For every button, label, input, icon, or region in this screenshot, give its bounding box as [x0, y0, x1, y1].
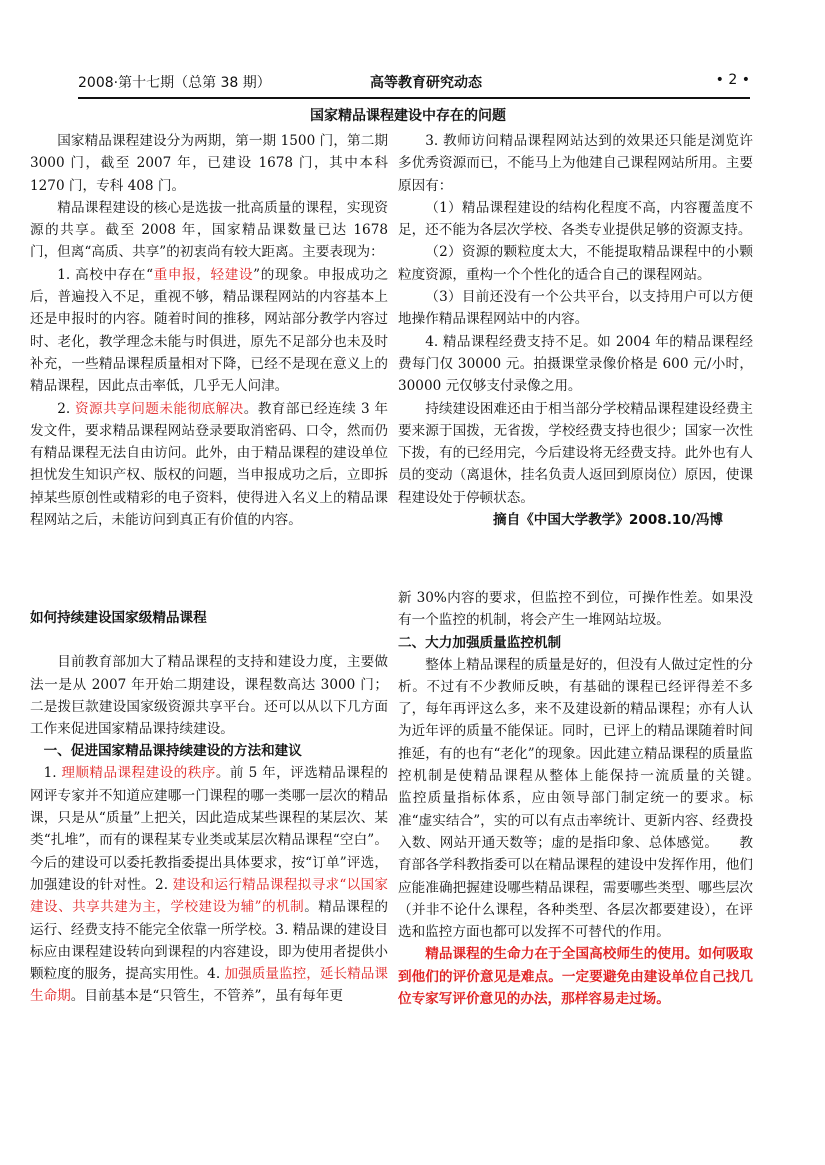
article2-title: 如何持续建设国家级精品课程: [30, 610, 207, 626]
article1-right-column: [398, 130, 753, 531]
highlight-text: 加强质量监控，延长精品课生命期: [30, 966, 389, 1005]
paragraph: 2. 资源共享问题未能彻底解决。教育部已经连续 3 年发文件，要求精品课程网站登录要取消密码、口令，然而仍有精品课程无法自由访问。此外，由于精品课程的建设单位担忧发生知识产权、版权的问题，当申报成功之后，立即拆掉某些原创性或精彩的电子资料，使得进入名义上的精品课程网站之后，未能访问到真正有价值的内容。: [30, 400, 388, 529]
article2-left-column: [30, 607, 388, 1008]
page-header: [78, 66, 750, 96]
paragraph: 1. 理顺精品课程建设的秩序。前 5 年，评选精品课程的网评专家并不知道应建哪一门课程的哪一类哪一层次的精品课，只是从“质量”上把关，因此造成某些课程的某层次、某类“扎堆”，而有的课程某专业类或某层次精品课程“空白”。今后的建设可以委托教指委提出具体要求，按“订单”评选，加强建设的针对性。2. 建设和运行精品课程拟寻求“以国家建设、共享共建为主，学校建设为辅”的机制。精品课程的运行、经费支持不能完全依靠一所学校。3. 精品课的建设目标应由课程建设转向到课程的内容建设，即为使用者提供小颗粒度的服务，提高实用性。4. 加强质量监控，延长精品课生命期。目前基本是“只管生，不管养”，虽有每年更: [30, 765, 389, 1005]
section-heading: 二、大力加强质量监控机制: [398, 634, 562, 651]
paragraph: 新 30%内容的要求，但监控不到位，可操作性差。如果没有一个监控的机制，将会产生一堆网站垃圾。: [398, 590, 753, 629]
journal-title: 高等教育研究动态: [370, 75, 482, 91]
paragraph: 3. 教师访问精品课程网站达到的效果还只能是浏览许多优秀资源而已，不能马上为他建自己课程网站所用。主要原因有：: [398, 133, 753, 194]
paragraph: （1）精品课程建设的结构化程度不高，内容覆盖度不足，还不能为各层次学校、各类专业提供足够的资源支持。: [398, 199, 753, 239]
highlight-text: 建设和运行精品课程拟寻求“以国家建设、共享共建为主，学校建设为辅”的机制: [30, 876, 388, 916]
header-rule: [78, 97, 750, 99]
paragraph: 国家精品课程建设分为两期，第一期 1500 门，第二期 3000 门，截至 2007 年，已建设 1678 门，其中本科 1270 门，专科 408 门。: [30, 133, 388, 194]
paragraph: 目前教育部加大了精品课程的支持和建设力度，主要做法一是从 2007 年开始二期建设，课程数高达 3000 门；二是拨巨款建设国家级资源共享平台。还可以从以下几方面工作来促进国家精品课持续建设。: [30, 654, 388, 738]
section-heading: 一、促进国家精品课持续建设的方法和建议: [43, 743, 302, 760]
paragraph: 整体上精品课程的质量是好的，但没有人做过定性的分析。不过有不少教师反映，有基础的课程已经评得差不多了，每年再评这么多，来不及建设新的精品课程；亦有人认为近年评的质量不能保证。同时，已评上的精品课随着时间推延，有的也有“老化”的现象。因此建立精品课程的质量监控机制是使精品课程从整体上能保持一流质量的关键。 监控质量指标体系，应由领导部门制定统一的要求。标准“虚实结合”，实的可以有点击率统计、更新内容、经费投入数、网站开通天数等；虚的是指印象、总体感觉。 教育部各学科教指委可以在精品课程的建设中发挥作用，他们应能准确把握建设哪些精品课程，需要哪些类型、哪些层次（并非不论什么课程，各种类型、各层次都要建设），在评选和监控方面也都可以发挥不可替代的作用。: [398, 656, 781, 941]
paragraph: （2）资源的颗粒度太大，不能提取精品课程中的小颗粒度资源，重构一个个性化的适合自己的课程网站。: [398, 244, 753, 283]
article2-right-column: [398, 587, 781, 1010]
paragraph: 4. 精品课程经费支持不足。如 2004 年的精品课程经费每门仅 30000 元。拍摄课堂录像价格是 600 元/小时，30000 元仅够支付录像之用。: [398, 333, 753, 395]
paragraph: 精品课程建设的核心是选拔一批高质量的课程，实现资源的共享。截至 2008 年，国家精品课数量已达 1678 门，但离“高质、共享”的初衷尚有较大距离。主要表现为：: [30, 199, 388, 261]
page-number: • 2 •: [715, 72, 750, 88]
source-citation: 摘自《中国大学教学》2008.10/冯博: [493, 512, 724, 529]
article1-title: 国家精品课程建设中存在的问题: [310, 108, 506, 124]
paragraph: 持续建设困难还由于相当部分学校精品课程建设经费主要来源于国拨，无省拨，学校经费支持也很少；国家一次性下拨，有的已经用完，今后建设将无经费支持。此外也有人员的变动（离退休，挂名负责人返回到原岗位）原因，使课程建设处于停顿状态。: [398, 400, 753, 506]
article1-left-column: [30, 130, 388, 531]
paragraph: （3）目前还没有一个公共平台，以支持用户可以方便地操作精品课程网站中的内容。: [398, 289, 753, 328]
highlight-text: 资源共享问题未能彻底解决: [74, 400, 244, 417]
highlight-text: 理顺精品课程建设的秩序: [61, 765, 216, 782]
highlight-paragraph: 精品课程的生命力在于全国高校师生的使用。如何吸取到他们的评价意见是难点。一定要避免由建设单位自己找几位专家写评价意见的办法，那样容易走过场。: [398, 946, 753, 1008]
highlight-text: 重申报，轻建设: [153, 266, 254, 283]
paragraph: 1. 高校中存在“重申报，轻建设”的现象。申报成功之后，普遍投入不足，重视不够，精品课程网站的内容基本上还是申报时的内容。随着时间的推移，网站部分教学内容过时、老化，教学理念未能与时俱进，原先不足部分也未及时补充，一些精品课程质量相对下降，已经不是现在意义上的精品课程，因此点击率低，几乎无人问津。: [30, 266, 388, 395]
issue-label: 2008·第十七期（总第 38 期）: [78, 75, 271, 91]
